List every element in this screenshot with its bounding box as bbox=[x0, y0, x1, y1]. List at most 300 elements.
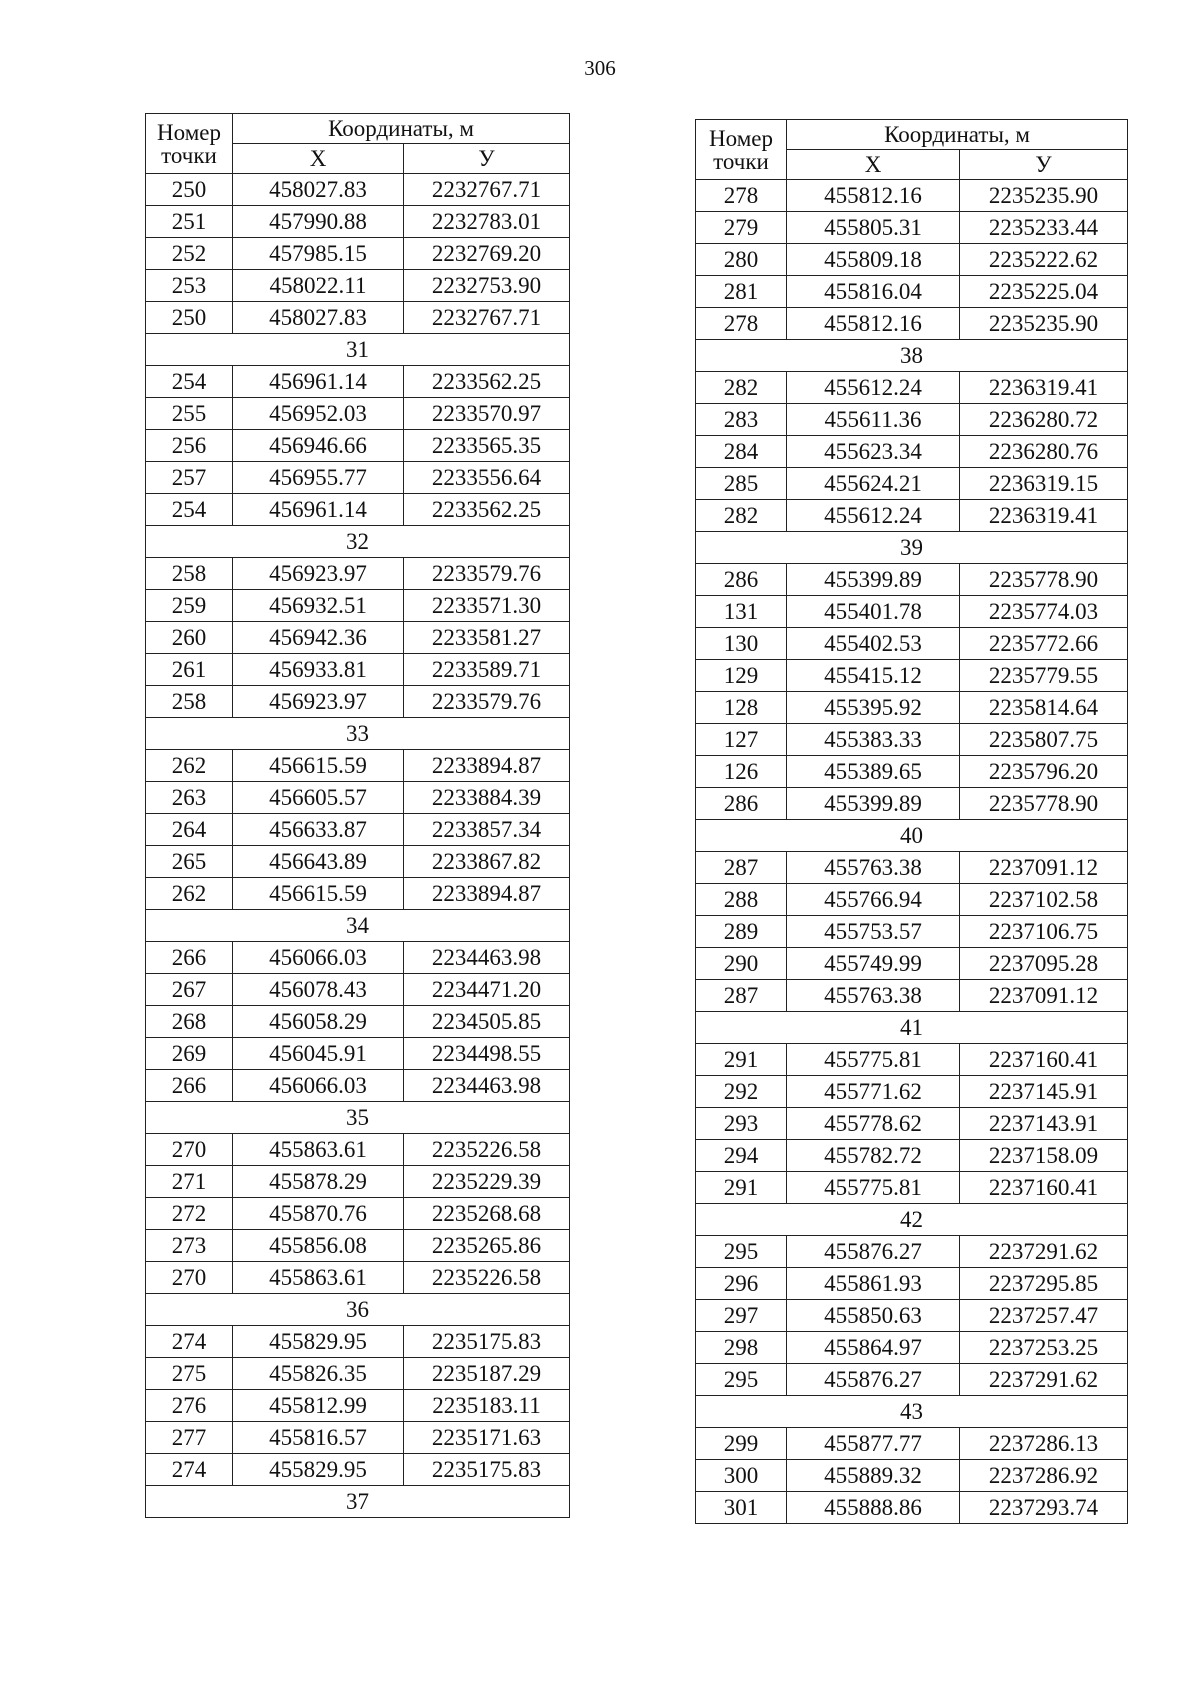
group-row bbox=[696, 340, 1128, 372]
point-label-line2: точки bbox=[161, 142, 217, 168]
point-label-line2: точки bbox=[713, 148, 769, 174]
point-number-cell: 297 bbox=[696, 1300, 787, 1332]
x-header: Х bbox=[233, 144, 404, 174]
point-number-cell: 281 bbox=[696, 276, 787, 308]
point-number-cell: 291 bbox=[696, 1044, 787, 1076]
header-row bbox=[146, 114, 570, 144]
point-number-cell: 253 bbox=[146, 270, 233, 302]
x-coordinate-cell: 456066.03 bbox=[233, 942, 404, 974]
x-coordinate-cell: 455863.61 bbox=[233, 1262, 404, 1294]
group-number: 36 bbox=[146, 1294, 570, 1326]
y-coordinate-cell: 2237286.13 bbox=[960, 1428, 1128, 1460]
y-coordinate-cell: 2237158.09 bbox=[960, 1140, 1128, 1172]
x-coordinate-cell: 455612.24 bbox=[787, 372, 960, 404]
point-number-cell: 287 bbox=[696, 852, 787, 884]
table-row bbox=[696, 1076, 1128, 1108]
x-coordinate-cell: 456045.91 bbox=[233, 1038, 404, 1070]
point-number-cell: 128 bbox=[696, 692, 787, 724]
point-number-cell: 270 bbox=[146, 1262, 233, 1294]
point-number-cell: 272 bbox=[146, 1198, 233, 1230]
y-coordinate-cell: 2237091.12 bbox=[960, 980, 1128, 1012]
x-coordinate-cell: 455775.81 bbox=[787, 1044, 960, 1076]
point-number-cell: 129 bbox=[696, 660, 787, 692]
table-row bbox=[146, 206, 570, 238]
point-number-cell: 271 bbox=[146, 1166, 233, 1198]
y-coordinate-cell: 2233894.87 bbox=[404, 750, 570, 782]
point-number-cell: 266 bbox=[146, 942, 233, 974]
table-row bbox=[146, 1358, 570, 1390]
table-row bbox=[146, 558, 570, 590]
group-number: 41 bbox=[696, 1012, 1128, 1044]
point-number-cell: 286 bbox=[696, 788, 787, 820]
y-coordinate-cell: 2233894.87 bbox=[404, 878, 570, 910]
y-coordinate-cell: 2233562.25 bbox=[404, 366, 570, 398]
table-row bbox=[146, 366, 570, 398]
point-number-cell: 289 bbox=[696, 916, 787, 948]
point-number-cell: 276 bbox=[146, 1390, 233, 1422]
table-body-left bbox=[146, 174, 570, 1518]
x-coordinate-cell: 456615.59 bbox=[233, 750, 404, 782]
y-coordinate-cell: 2236280.76 bbox=[960, 436, 1128, 468]
x-coordinate-cell: 456952.03 bbox=[233, 398, 404, 430]
table-row bbox=[696, 436, 1128, 468]
y-coordinate-cell: 2235265.86 bbox=[404, 1230, 570, 1262]
x-coordinate-cell: 456078.43 bbox=[233, 974, 404, 1006]
y-coordinate-cell: 2237257.47 bbox=[960, 1300, 1128, 1332]
y-coordinate-cell: 2233867.82 bbox=[404, 846, 570, 878]
x-coordinate-cell: 455612.24 bbox=[787, 500, 960, 532]
x-coordinate-cell: 455812.99 bbox=[233, 1390, 404, 1422]
table-row bbox=[696, 1492, 1128, 1524]
x-coordinate-cell: 455399.89 bbox=[787, 788, 960, 820]
y-coordinate-cell: 2237145.91 bbox=[960, 1076, 1128, 1108]
coords-header: Координаты, м bbox=[233, 114, 570, 144]
point-number-cell: 298 bbox=[696, 1332, 787, 1364]
y-coordinate-cell: 2234498.55 bbox=[404, 1038, 570, 1070]
y-coordinate-cell: 2235175.83 bbox=[404, 1454, 570, 1486]
y-coordinate-cell: 2236319.41 bbox=[960, 372, 1128, 404]
point-number-cell: 267 bbox=[146, 974, 233, 1006]
point-number-cell: 264 bbox=[146, 814, 233, 846]
y-coordinate-cell: 2234505.85 bbox=[404, 1006, 570, 1038]
table-row bbox=[146, 942, 570, 974]
table-row bbox=[696, 628, 1128, 660]
group-number: 34 bbox=[146, 910, 570, 942]
y-coordinate-cell: 2235235.90 bbox=[960, 308, 1128, 340]
y-coordinate-cell: 2237286.92 bbox=[960, 1460, 1128, 1492]
x-coordinate-cell: 455763.38 bbox=[787, 980, 960, 1012]
point-number-cell: 250 bbox=[146, 302, 233, 334]
coordinates-table-left bbox=[145, 113, 570, 1518]
x-coordinate-cell: 455809.18 bbox=[787, 244, 960, 276]
x-coordinate-cell: 455816.04 bbox=[787, 276, 960, 308]
table-row bbox=[146, 430, 570, 462]
x-coordinate-cell: 455383.33 bbox=[787, 724, 960, 756]
x-coordinate-cell: 455401.78 bbox=[787, 596, 960, 628]
group-number: 37 bbox=[146, 1486, 570, 1518]
point-number-cell: 278 bbox=[696, 180, 787, 212]
x-coordinate-cell: 455389.65 bbox=[787, 756, 960, 788]
y-coordinate-cell: 2236319.15 bbox=[960, 468, 1128, 500]
x-coordinate-cell: 455399.89 bbox=[787, 564, 960, 596]
x-coordinate-cell: 455395.92 bbox=[787, 692, 960, 724]
y-coordinate-cell: 2237091.12 bbox=[960, 852, 1128, 884]
table-row bbox=[146, 1454, 570, 1486]
point-number-cell: 126 bbox=[696, 756, 787, 788]
y-coordinate-cell: 2235226.58 bbox=[404, 1134, 570, 1166]
page-number: 306 bbox=[584, 56, 616, 80]
table-row bbox=[146, 1262, 570, 1294]
table-row bbox=[696, 692, 1128, 724]
group-number: 43 bbox=[696, 1396, 1128, 1428]
table-row bbox=[696, 884, 1128, 916]
point-number-cell: 258 bbox=[146, 686, 233, 718]
y-coordinate-cell: 2235772.66 bbox=[960, 628, 1128, 660]
y-coordinate-cell: 2237295.85 bbox=[960, 1268, 1128, 1300]
table-row bbox=[146, 590, 570, 622]
table-row bbox=[696, 1332, 1128, 1364]
y-coordinate-cell: 2235226.58 bbox=[404, 1262, 570, 1294]
point-number-cell: 250 bbox=[146, 174, 233, 206]
x-coordinate-cell: 455782.72 bbox=[787, 1140, 960, 1172]
y-coordinate-cell: 2235222.62 bbox=[960, 244, 1128, 276]
table-row bbox=[696, 212, 1128, 244]
point-number-cell: 254 bbox=[146, 366, 233, 398]
y-coordinate-cell: 2237291.62 bbox=[960, 1236, 1128, 1268]
y-coordinate-cell: 2232767.71 bbox=[404, 302, 570, 334]
y-coordinate-cell: 2233562.25 bbox=[404, 494, 570, 526]
point-number-cell: 127 bbox=[696, 724, 787, 756]
group-row bbox=[146, 910, 570, 942]
table-row bbox=[696, 1172, 1128, 1204]
point-number-cell: 300 bbox=[696, 1460, 787, 1492]
x-coordinate-cell: 455888.86 bbox=[787, 1492, 960, 1524]
table-row bbox=[696, 1428, 1128, 1460]
coords-header: Координаты, м bbox=[787, 120, 1128, 150]
point-number-cell: 299 bbox=[696, 1428, 787, 1460]
y-header: У bbox=[960, 150, 1128, 180]
table-row bbox=[696, 660, 1128, 692]
point-number-cell: 287 bbox=[696, 980, 787, 1012]
point-number-cell: 273 bbox=[146, 1230, 233, 1262]
table-row bbox=[696, 980, 1128, 1012]
y-coordinate-cell: 2233556.64 bbox=[404, 462, 570, 494]
x-coordinate-cell: 455753.57 bbox=[787, 916, 960, 948]
group-number: 33 bbox=[146, 718, 570, 750]
table-row bbox=[696, 308, 1128, 340]
y-coordinate-cell: 2237253.25 bbox=[960, 1332, 1128, 1364]
x-coordinate-cell: 455876.27 bbox=[787, 1236, 960, 1268]
point-number-cell: 254 bbox=[146, 494, 233, 526]
y-coordinate-cell: 2233579.76 bbox=[404, 686, 570, 718]
x-coordinate-cell: 455763.38 bbox=[787, 852, 960, 884]
table-row bbox=[146, 1422, 570, 1454]
point-number-cell: 294 bbox=[696, 1140, 787, 1172]
point-number-cell: 256 bbox=[146, 430, 233, 462]
y-coordinate-cell: 2235235.90 bbox=[960, 180, 1128, 212]
table-row bbox=[146, 654, 570, 686]
table-row bbox=[696, 788, 1128, 820]
point-number-cell: 292 bbox=[696, 1076, 787, 1108]
table-row bbox=[146, 1326, 570, 1358]
y-coordinate-cell: 2235187.29 bbox=[404, 1358, 570, 1390]
y-coordinate-cell: 2235814.64 bbox=[960, 692, 1128, 724]
x-coordinate-cell: 458027.83 bbox=[233, 174, 404, 206]
group-row bbox=[146, 1486, 570, 1518]
x-coordinate-cell: 455771.62 bbox=[787, 1076, 960, 1108]
point-number-cell: 282 bbox=[696, 500, 787, 532]
table-row bbox=[696, 1140, 1128, 1172]
table-row bbox=[696, 1268, 1128, 1300]
table-row bbox=[696, 1108, 1128, 1140]
table-row bbox=[146, 878, 570, 910]
point-number-cell: 274 bbox=[146, 1454, 233, 1486]
point-number-cell: 255 bbox=[146, 398, 233, 430]
group-row bbox=[146, 334, 570, 366]
point-number-header bbox=[146, 114, 233, 174]
group-row bbox=[696, 1204, 1128, 1236]
group-row bbox=[146, 526, 570, 558]
y-coordinate-cell: 2234463.98 bbox=[404, 1070, 570, 1102]
point-number-cell: 268 bbox=[146, 1006, 233, 1038]
x-coordinate-cell: 456058.29 bbox=[233, 1006, 404, 1038]
table-row bbox=[696, 404, 1128, 436]
table-row bbox=[696, 916, 1128, 948]
point-number-cell: 130 bbox=[696, 628, 787, 660]
x-coordinate-cell: 455877.77 bbox=[787, 1428, 960, 1460]
point-number-cell: 301 bbox=[696, 1492, 787, 1524]
table-row bbox=[146, 1230, 570, 1262]
y-coordinate-cell: 2234471.20 bbox=[404, 974, 570, 1006]
y-coordinate-cell: 2235175.83 bbox=[404, 1326, 570, 1358]
y-coordinate-cell: 2235807.75 bbox=[960, 724, 1128, 756]
x-coordinate-cell: 455766.94 bbox=[787, 884, 960, 916]
point-number-header bbox=[696, 120, 787, 180]
x-coordinate-cell: 456933.81 bbox=[233, 654, 404, 686]
y-coordinate-cell: 2235183.11 bbox=[404, 1390, 570, 1422]
table-row bbox=[696, 724, 1128, 756]
table-row bbox=[696, 1460, 1128, 1492]
table-row bbox=[696, 1300, 1128, 1332]
x-coordinate-cell: 455624.21 bbox=[787, 468, 960, 500]
point-number-cell: 286 bbox=[696, 564, 787, 596]
y-coordinate-cell: 2237160.41 bbox=[960, 1044, 1128, 1076]
x-coordinate-cell: 455778.62 bbox=[787, 1108, 960, 1140]
group-row bbox=[696, 1396, 1128, 1428]
group-row bbox=[146, 1102, 570, 1134]
group-number: 39 bbox=[696, 532, 1128, 564]
x-coordinate-cell: 455864.97 bbox=[787, 1332, 960, 1364]
y-coordinate-cell: 2235233.44 bbox=[960, 212, 1128, 244]
table-row bbox=[146, 1038, 570, 1070]
point-number-cell: 251 bbox=[146, 206, 233, 238]
x-coordinate-cell: 456066.03 bbox=[233, 1070, 404, 1102]
x-coordinate-cell: 456961.14 bbox=[233, 494, 404, 526]
x-coordinate-cell: 456605.57 bbox=[233, 782, 404, 814]
table-row bbox=[696, 852, 1128, 884]
y-coordinate-cell: 2233565.35 bbox=[404, 430, 570, 462]
point-number-cell: 265 bbox=[146, 846, 233, 878]
header-row bbox=[696, 120, 1128, 150]
table-row bbox=[146, 302, 570, 334]
table-row bbox=[146, 174, 570, 206]
y-coordinate-cell: 2235778.90 bbox=[960, 788, 1128, 820]
point-number-cell: 279 bbox=[696, 212, 787, 244]
x-coordinate-cell: 455870.76 bbox=[233, 1198, 404, 1230]
x-coordinate-cell: 455861.93 bbox=[787, 1268, 960, 1300]
point-number-cell: 257 bbox=[146, 462, 233, 494]
y-coordinate-cell: 2237143.91 bbox=[960, 1108, 1128, 1140]
y-coordinate-cell: 2237102.58 bbox=[960, 884, 1128, 916]
table-row bbox=[146, 1198, 570, 1230]
x-coordinate-cell: 455826.35 bbox=[233, 1358, 404, 1390]
y-coordinate-cell: 2237106.75 bbox=[960, 916, 1128, 948]
y-coordinate-cell: 2235774.03 bbox=[960, 596, 1128, 628]
group-row bbox=[696, 1012, 1128, 1044]
table-row bbox=[696, 276, 1128, 308]
y-coordinate-cell: 2235171.63 bbox=[404, 1422, 570, 1454]
x-coordinate-cell: 455812.16 bbox=[787, 180, 960, 212]
table-row bbox=[696, 372, 1128, 404]
y-coordinate-cell: 2235229.39 bbox=[404, 1166, 570, 1198]
point-number-cell: 261 bbox=[146, 654, 233, 686]
x-coordinate-cell: 457990.88 bbox=[233, 206, 404, 238]
y-coordinate-cell: 2233857.34 bbox=[404, 814, 570, 846]
coordinates-table-right bbox=[695, 119, 1128, 1524]
y-coordinate-cell: 2237095.28 bbox=[960, 948, 1128, 980]
x-header: Х bbox=[787, 150, 960, 180]
x-coordinate-cell: 455812.16 bbox=[787, 308, 960, 340]
point-number-cell: 270 bbox=[146, 1134, 233, 1166]
table-row bbox=[696, 500, 1128, 532]
y-coordinate-cell: 2233570.97 bbox=[404, 398, 570, 430]
x-coordinate-cell: 455889.32 bbox=[787, 1460, 960, 1492]
point-number-cell: 131 bbox=[696, 596, 787, 628]
x-coordinate-cell: 455856.08 bbox=[233, 1230, 404, 1262]
y-coordinate-cell: 2233581.27 bbox=[404, 622, 570, 654]
group-number: 40 bbox=[696, 820, 1128, 852]
table-row bbox=[146, 398, 570, 430]
y-coordinate-cell: 2233589.71 bbox=[404, 654, 570, 686]
y-coordinate-cell: 2232769.20 bbox=[404, 238, 570, 270]
point-number-cell: 252 bbox=[146, 238, 233, 270]
x-coordinate-cell: 455876.27 bbox=[787, 1364, 960, 1396]
group-number: 35 bbox=[146, 1102, 570, 1134]
y-coordinate-cell: 2235268.68 bbox=[404, 1198, 570, 1230]
group-number: 31 bbox=[146, 334, 570, 366]
point-number-cell: 282 bbox=[696, 372, 787, 404]
y-coordinate-cell: 2235796.20 bbox=[960, 756, 1128, 788]
x-coordinate-cell: 455623.34 bbox=[787, 436, 960, 468]
table-row bbox=[146, 846, 570, 878]
point-number-cell: 260 bbox=[146, 622, 233, 654]
table-row bbox=[146, 622, 570, 654]
table-row bbox=[696, 756, 1128, 788]
table-row bbox=[146, 462, 570, 494]
x-coordinate-cell: 455829.95 bbox=[233, 1326, 404, 1358]
point-label-line1: Номер bbox=[157, 119, 221, 145]
x-coordinate-cell: 455829.95 bbox=[233, 1454, 404, 1486]
x-coordinate-cell: 455850.63 bbox=[787, 1300, 960, 1332]
table-row bbox=[146, 750, 570, 782]
table-row bbox=[696, 468, 1128, 500]
table-row bbox=[146, 1134, 570, 1166]
point-number-cell: 275 bbox=[146, 1358, 233, 1390]
y-coordinate-cell: 2237293.74 bbox=[960, 1492, 1128, 1524]
table-row bbox=[146, 1070, 570, 1102]
table-row bbox=[146, 814, 570, 846]
table-row bbox=[146, 270, 570, 302]
group-number: 38 bbox=[696, 340, 1128, 372]
point-number-cell: 262 bbox=[146, 878, 233, 910]
x-coordinate-cell: 457985.15 bbox=[233, 238, 404, 270]
x-coordinate-cell: 455415.12 bbox=[787, 660, 960, 692]
x-coordinate-cell: 456633.87 bbox=[233, 814, 404, 846]
group-row bbox=[696, 532, 1128, 564]
x-coordinate-cell: 455611.36 bbox=[787, 404, 960, 436]
point-number-cell: 290 bbox=[696, 948, 787, 980]
group-number: 32 bbox=[146, 526, 570, 558]
x-coordinate-cell: 456946.66 bbox=[233, 430, 404, 462]
point-number-cell: 280 bbox=[696, 244, 787, 276]
group-row bbox=[146, 1294, 570, 1326]
y-coordinate-cell: 2237160.41 bbox=[960, 1172, 1128, 1204]
table-row bbox=[696, 1364, 1128, 1396]
table-row bbox=[696, 564, 1128, 596]
point-number-cell: 288 bbox=[696, 884, 787, 916]
y-header: У bbox=[404, 144, 570, 174]
table-row bbox=[146, 1166, 570, 1198]
y-coordinate-cell: 2235779.55 bbox=[960, 660, 1128, 692]
y-coordinate-cell: 2237291.62 bbox=[960, 1364, 1128, 1396]
table-row bbox=[696, 1044, 1128, 1076]
point-number-cell: 263 bbox=[146, 782, 233, 814]
y-coordinate-cell: 2232753.90 bbox=[404, 270, 570, 302]
table-row bbox=[146, 1006, 570, 1038]
point-number-cell: 295 bbox=[696, 1236, 787, 1268]
point-number-cell: 284 bbox=[696, 436, 787, 468]
point-number-cell: 259 bbox=[146, 590, 233, 622]
point-label-line1: Номер bbox=[709, 125, 773, 151]
table-row bbox=[696, 244, 1128, 276]
x-coordinate-cell: 455878.29 bbox=[233, 1166, 404, 1198]
point-number-cell: 277 bbox=[146, 1422, 233, 1454]
x-coordinate-cell: 456643.89 bbox=[233, 846, 404, 878]
x-coordinate-cell: 455775.81 bbox=[787, 1172, 960, 1204]
table-row bbox=[696, 180, 1128, 212]
x-coordinate-cell: 455816.57 bbox=[233, 1422, 404, 1454]
point-number-cell: 269 bbox=[146, 1038, 233, 1070]
point-number-cell: 285 bbox=[696, 468, 787, 500]
point-number-cell: 258 bbox=[146, 558, 233, 590]
x-coordinate-cell: 456932.51 bbox=[233, 590, 404, 622]
table-row bbox=[146, 686, 570, 718]
y-coordinate-cell: 2235778.90 bbox=[960, 564, 1128, 596]
table-row bbox=[146, 1390, 570, 1422]
table-row bbox=[696, 948, 1128, 980]
point-number-cell: 283 bbox=[696, 404, 787, 436]
x-coordinate-cell: 456961.14 bbox=[233, 366, 404, 398]
table-body-right bbox=[696, 180, 1128, 1524]
x-coordinate-cell: 456942.36 bbox=[233, 622, 404, 654]
y-coordinate-cell: 2232783.01 bbox=[404, 206, 570, 238]
y-coordinate-cell: 2236319.41 bbox=[960, 500, 1128, 532]
point-number-cell: 295 bbox=[696, 1364, 787, 1396]
x-coordinate-cell: 455863.61 bbox=[233, 1134, 404, 1166]
point-number-cell: 266 bbox=[146, 1070, 233, 1102]
point-number-cell: 262 bbox=[146, 750, 233, 782]
point-number-cell: 296 bbox=[696, 1268, 787, 1300]
